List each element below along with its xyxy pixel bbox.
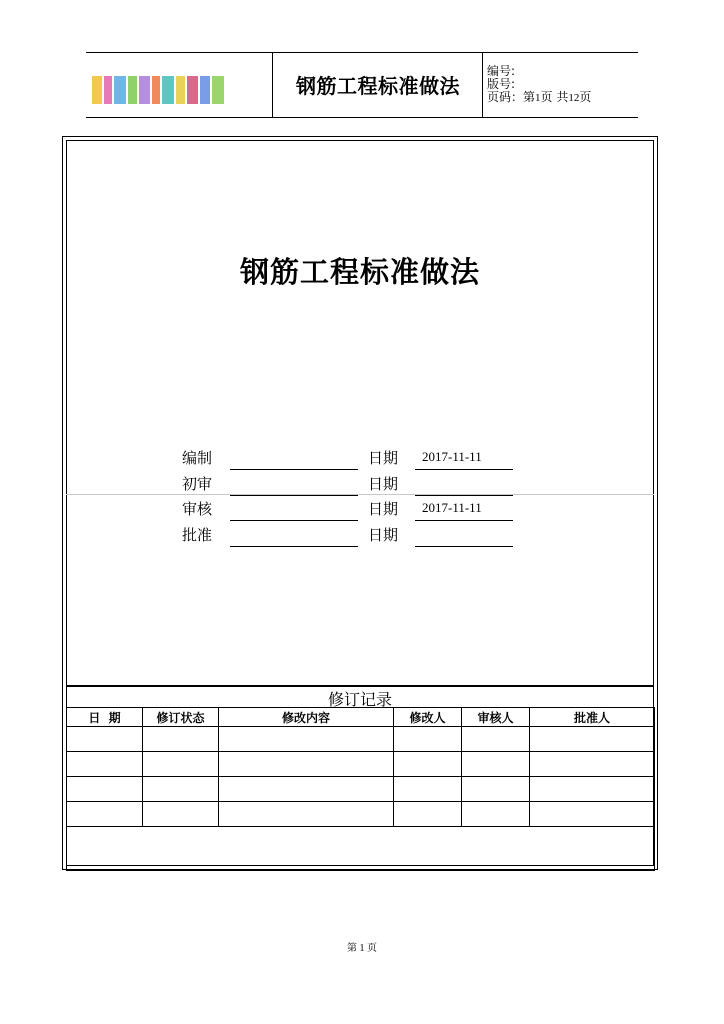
table-cell[interactable] xyxy=(394,777,462,802)
table-cell[interactable] xyxy=(143,802,219,827)
table-cell[interactable] xyxy=(143,727,219,752)
table-cell[interactable] xyxy=(394,752,462,777)
thin-divider xyxy=(66,494,654,495)
signoff-date-label: 日期 xyxy=(368,500,399,518)
page-suffix: 页 xyxy=(579,90,592,104)
signoff-date-line[interactable] xyxy=(415,469,513,470)
signoff-role-review: 审核 xyxy=(182,500,213,518)
signoff-date-label: 日期 xyxy=(368,449,399,467)
signoff-date-label: 日期 xyxy=(368,526,399,544)
table-cell[interactable] xyxy=(219,802,394,827)
table-cell[interactable] xyxy=(67,802,143,827)
table-cell[interactable] xyxy=(219,752,394,777)
version-label: 版号: xyxy=(487,77,516,91)
table-cell[interactable] xyxy=(462,802,530,827)
table-cell[interactable] xyxy=(67,752,143,777)
table-cell[interactable] xyxy=(143,777,219,802)
table-row xyxy=(67,777,655,802)
signoff-date-line[interactable] xyxy=(415,520,513,521)
header-divider-left xyxy=(272,52,273,118)
col-header-approver: 批准人 xyxy=(530,708,655,727)
table-cell[interactable] xyxy=(530,802,655,827)
table-row-remarks xyxy=(67,827,655,871)
signoff-line-approve[interactable] xyxy=(230,546,358,547)
signoff-role-preliminary: 初审 xyxy=(182,475,213,493)
signoff-date-value: 2017-11-11 xyxy=(422,500,482,515)
signoff-date-label: 日期 xyxy=(368,475,399,493)
col-header-status: 修订状态 xyxy=(143,708,219,727)
document-title: 钢筋工程标准做法 xyxy=(239,255,480,289)
table-row xyxy=(67,802,655,827)
signoff-date-line[interactable] xyxy=(415,546,513,547)
table-row xyxy=(67,727,655,752)
table-cell[interactable] xyxy=(462,777,530,802)
table-cell-remarks[interactable] xyxy=(67,827,655,871)
page-current: 1 xyxy=(535,92,541,104)
signoff-date-line[interactable] xyxy=(415,495,513,496)
table-cell[interactable] xyxy=(530,727,655,752)
table-cell[interactable] xyxy=(219,727,394,752)
table-row xyxy=(67,752,655,777)
header-title: 钢筋工程标准做法 xyxy=(296,74,460,98)
header-bottom-rule xyxy=(86,117,638,118)
table-cell[interactable] xyxy=(219,777,394,802)
table-cell[interactable] xyxy=(394,802,462,827)
table-cell[interactable] xyxy=(67,777,143,802)
revision-table xyxy=(66,707,655,871)
revision-title: 修订记录 xyxy=(327,690,392,709)
doc-code-label: 编号: xyxy=(487,64,516,78)
page-info xyxy=(487,91,591,105)
revision-header-row xyxy=(67,708,655,727)
table-cell[interactable] xyxy=(394,727,462,752)
signoff-line-preliminary[interactable] xyxy=(230,495,358,496)
page-footer: 第 1 页 xyxy=(347,943,377,954)
header-top-rule xyxy=(86,52,638,53)
company-logo xyxy=(92,76,224,104)
page-mid: 页 共 xyxy=(540,90,569,104)
page-total: 12 xyxy=(568,92,580,104)
table-cell[interactable] xyxy=(67,727,143,752)
signoff-date-value: 2017-11-11 xyxy=(422,449,482,464)
table-cell[interactable] xyxy=(530,777,655,802)
header-divider-right xyxy=(482,52,483,118)
table-cell[interactable] xyxy=(462,727,530,752)
col-header-content: 修改内容 xyxy=(219,708,394,727)
table-cell[interactable] xyxy=(530,752,655,777)
signoff-role-compile: 编制 xyxy=(182,449,213,467)
table-cell[interactable] xyxy=(462,752,530,777)
col-header-reviewer: 审核人 xyxy=(462,708,530,727)
col-header-date: 日 期 xyxy=(67,708,143,727)
col-header-modifier: 修改人 xyxy=(394,708,462,727)
signoff-line-review[interactable] xyxy=(230,520,358,521)
signoff-line-compile[interactable] xyxy=(230,469,358,470)
page-prefix: 页码：第 xyxy=(487,90,536,104)
signoff-role-approve: 批准 xyxy=(182,526,213,544)
table-cell[interactable] xyxy=(143,752,219,777)
